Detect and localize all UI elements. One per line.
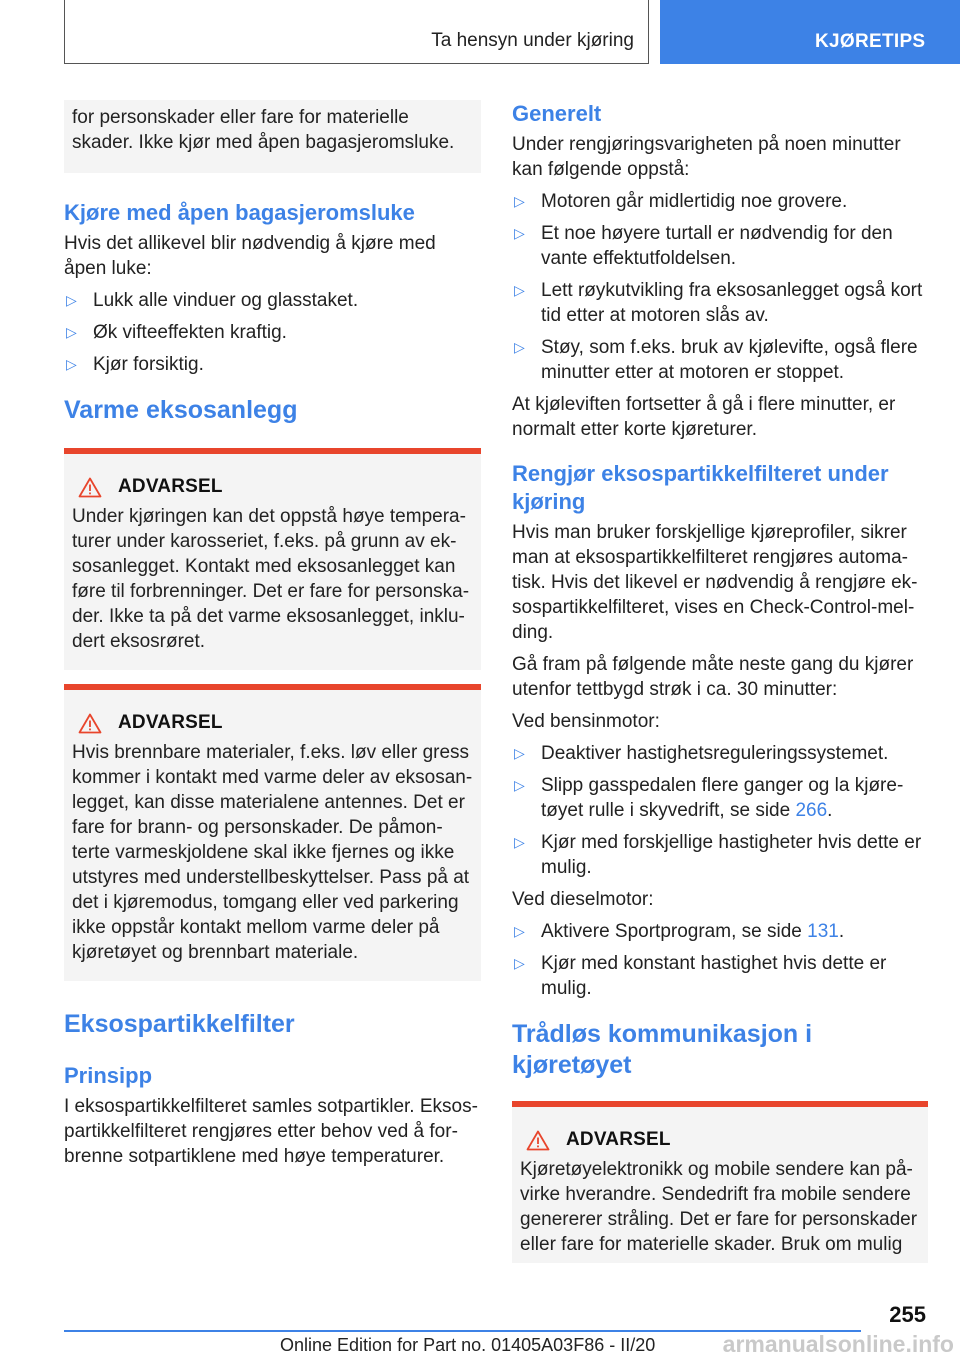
list-item: ▷ Lukk alle vinduer og glasstaket. (66, 290, 359, 311)
general-intro: Under rengjøringsvarigheten på noen minutter kan følgende oppstå: (512, 134, 901, 180)
open-trunk-intro: Hvis det allikevel blir nødvendig å kjøre med åpen luke: (64, 233, 436, 279)
triangle-right-outline-icon: ▷ (514, 777, 525, 793)
warning-box-flammable (64, 684, 481, 981)
watermark: armanualsonline.info (722, 1331, 954, 1357)
list-item: ▷ Lett røykutvikling fra eksosanlegget også kort tid etter at motoren slås av. (514, 280, 923, 326)
warning-box-hot-exhaust (64, 448, 481, 670)
continued-note-box (64, 100, 481, 173)
clean-filter-text2: Gå fram på følgende måte neste gang du kjører utenfor tettbygd strøk i ca. 30 minutter: (512, 654, 914, 700)
warning-triangle-icon (78, 477, 102, 498)
triangle-right-outline-icon: ▷ (514, 339, 525, 355)
particle-filter-heading: Eksospartikkelfilter (64, 1010, 295, 1038)
list-item: ▷ Kjør med forskjellige hastigheter hvis dette er mulig. (514, 832, 922, 878)
warning-text: Kjøretøyelektronikk og mobile sendere kan på-virke hverandre. Sendedrift fra mobile sendere genererer stråling. Det er fare for personskader eller fare for materielle skader. Bruk om mulig (520, 1159, 918, 1255)
list-item: ▷ Motoren går midlertidig noe grovere. (514, 191, 848, 212)
list-item: ▷ Kjør med konstant hastighet hvis dette er mulig. (514, 953, 887, 999)
header-chapter-tab[interactable] (660, 0, 960, 64)
clean-filter-text1: Hvis man bruker forskjellige kjøreprofiler, sikrer man at eksospartikkelfilteret rengjøres automa-tisk. Hvis det likevel er nødvendig å rengjøre ek-sospartikkelfilteret, vises en Check-Control-mel-ding. (512, 522, 918, 643)
list-item: ▷ Et noe høyere turtall er nødvendig for den vante effektutfoldelsen. (514, 223, 893, 269)
petrol-label: Ved bensinmotor: (512, 711, 660, 732)
triangle-right-outline-icon: ▷ (514, 225, 525, 241)
page-link-131[interactable]: 131 (807, 921, 839, 942)
list-item: ▷ Øk vifteeffekten kraftig. (66, 322, 287, 343)
list-item: ▷ Støy, som f.eks. bruk av kjølevifte, også flere minutter etter at motoren er stoppet. (514, 337, 918, 383)
open-trunk-heading: Kjøre med åpen bagasjeromsluke (64, 200, 415, 225)
triangle-right-outline-icon: ▷ (66, 292, 77, 308)
hot-exhaust-heading: Varme eksosanlegg (64, 396, 298, 424)
open-trunk-list (64, 288, 481, 377)
triangle-right-outline-icon: ▷ (514, 923, 525, 939)
warning-text: Hvis brennbare materialer, f.eks. løv eller gress kommer i kontakt med varme deler av eksosan-legget, kan disse materialene antennes. Det er fare for brann- og personskader. De påmon-terte varmeskjoldene skal ikke fjernes og ikke utstyres med understellbeskyttelser. Pass på at det i kjøremodus, tomgang eller ved parkering ikke oppstår kontakt mellom varme deler på kjøretøyet og brennbart materiale. (72, 742, 473, 963)
header-chapter-label: KJØRETIPS (815, 31, 926, 52)
warning-header (72, 476, 473, 498)
warning-label: ADVARSEL (566, 1129, 671, 1150)
triangle-right-outline-icon: ▷ (514, 955, 525, 971)
triangle-right-outline-icon: ▷ (514, 193, 525, 209)
warning-triangle-icon (526, 1130, 550, 1151)
general-list (512, 189, 928, 385)
page-link-266[interactable]: 266 (795, 800, 828, 821)
warning-triangle-icon (78, 713, 102, 734)
triangle-right-outline-icon: ▷ (514, 282, 525, 298)
warning-label: ADVARSEL (118, 712, 223, 733)
clean-filter-heading: Rengjør eksospartikkelfilteret under kjøring (512, 461, 889, 514)
principle-subheading: Prinsipp (64, 1063, 153, 1088)
general-outro: At kjøleviften fortsetter å gå i flere minutter, er normalt etter korte kjøreturer. (512, 394, 896, 440)
general-heading: Generelt (512, 101, 602, 126)
triangle-right-outline-icon: ▷ (66, 356, 77, 372)
wireless-heading: Trådløs kommunikasjon i kjøretøyet (512, 1020, 813, 1079)
list-item: ▷ Kjør forsiktig. (66, 354, 204, 375)
header-section-title: Ta hensyn under kjøring (431, 30, 634, 51)
warning-header (72, 712, 473, 734)
diesel-label: Ved dieselmotor: (512, 889, 654, 910)
triangle-right-outline-icon: ▷ (514, 834, 525, 850)
right-column (512, 100, 928, 1263)
diesel-list (512, 919, 928, 1001)
list-item: ▷ Slipp gasspedalen flere ganger og la kjøre-tøyet rulle i skyvedrift, se side 266. (514, 775, 904, 821)
page-number: 255 (889, 1302, 926, 1327)
petrol-list (512, 741, 928, 880)
list-item: ▷ Aktivere Sportprogram, se side 131. (514, 921, 845, 942)
warning-header (520, 1129, 920, 1151)
warning-label: ADVARSEL (118, 476, 223, 497)
warning-box-wireless (512, 1101, 928, 1263)
list-item: ▷ Deaktiver hastighetsreguleringssystemet. (514, 743, 889, 764)
header-section-box (64, 0, 649, 64)
principle-text: I eksospartikkelfilteret samles sotpartikler. Eksos-partikkelfilteret rengjøres etter behov ved å for-brenne sotpartiklene med høye temperaturer. (64, 1096, 478, 1167)
triangle-right-outline-icon: ▷ (66, 324, 77, 340)
continued-note: for personskader eller fare for materielle skader. Ikke kjør med åpen bagasjeromsluke. (72, 107, 455, 153)
triangle-right-outline-icon: ▷ (514, 745, 525, 761)
left-column (64, 100, 481, 1176)
edition-text: Online Edition for Part no. 01405A03F86 - II/20 (280, 1335, 656, 1355)
warning-text: Under kjøringen kan det oppstå høye tempera-turer under karosseriet, f.eks. på grunn av ek-sosanlegget. Kontakt med eksosanlegget kan føre til forbrenninger. Det er fare for personska-der. Ikke ta på det varme eksosanlegget, inklu-dert eksosrøret. (72, 506, 470, 652)
